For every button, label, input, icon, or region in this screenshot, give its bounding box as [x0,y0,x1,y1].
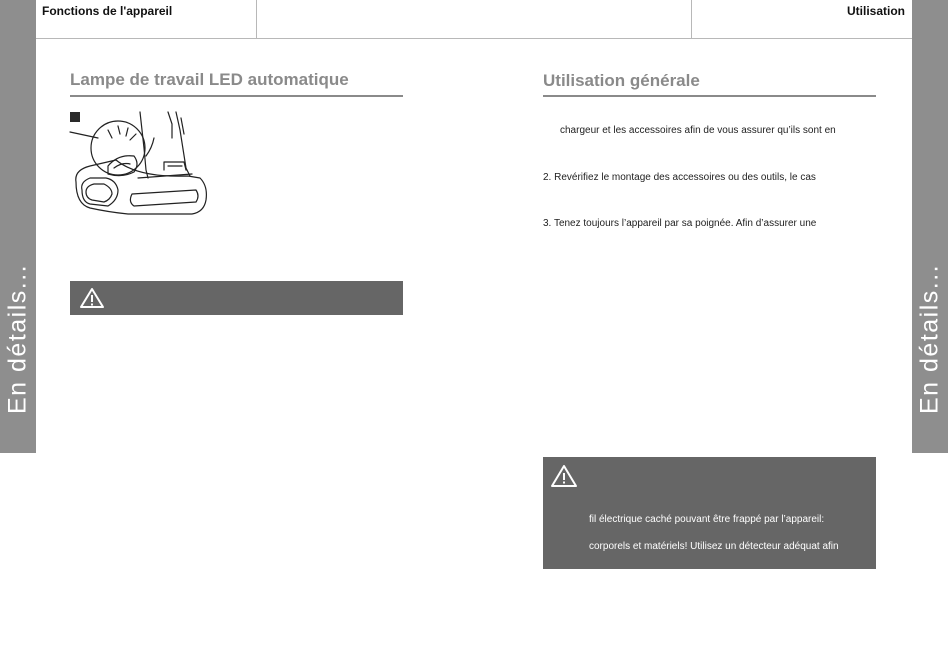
warning-triangle-icon [79,287,105,309]
warning-line-2: corporels et matériels! Utilisez un détecteur adéquat afin [589,541,839,552]
side-tab-left [0,0,36,453]
header-right-title: Utilisation [846,4,905,18]
warning-line-1: fil électrique caché pouvant être frappé par l’appareil: [589,514,825,525]
section-title-general-use: Utilisation générale [543,71,700,90]
header-left-title: Fonctions de l'appareil [42,4,173,18]
warning-triangle-icon [550,464,578,488]
header-cell-right [692,0,911,38]
body-line-3: 3. Tenez toujours l’appareil par sa poignée. Afin d’assurer une [543,218,817,229]
body-line-1: chargeur et les accessoires afin de vous assurer qu’ils sont en [560,125,836,136]
section-rule [543,95,876,97]
warning-box-right [543,457,876,569]
header-cell-middle [257,0,692,38]
warning-bar-left [70,281,403,315]
side-tab-label: En détails... [3,263,32,414]
section-rule [70,95,403,97]
section-title-led: Lampe de travail LED automatique [70,70,349,89]
drill-led-illustration [68,108,213,218]
body-line-2: 2. Revérifiez le montage des accessoires ou des outils, le cas [543,172,816,183]
page-header [36,0,912,39]
side-tab-label: En détails... [915,263,944,414]
side-tab-right [912,0,948,453]
header-cell-left [36,0,257,38]
